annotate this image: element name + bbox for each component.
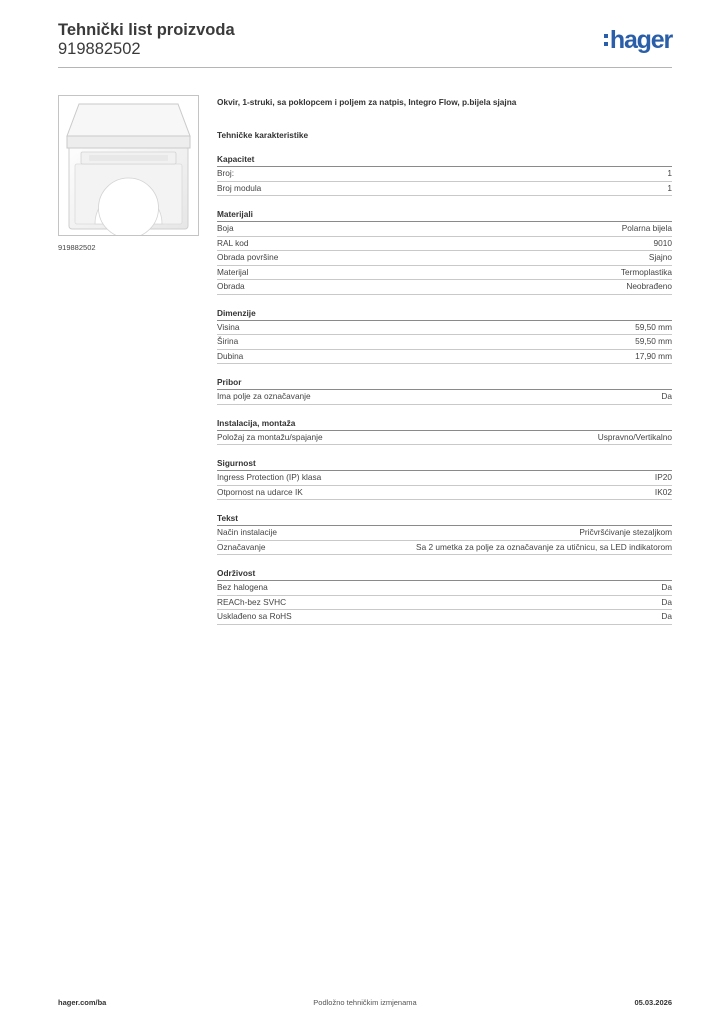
spec-value: Da: [661, 391, 672, 401]
spec-row: [217, 541, 672, 556]
spec-row: [217, 596, 672, 611]
spec-row: [217, 431, 672, 446]
section-title: Pribor: [217, 376, 672, 390]
spec-label: Broj:: [217, 168, 235, 178]
spec-label: REACh-bez SVHC: [217, 596, 287, 607]
spec-row: [217, 350, 672, 365]
spec-value: Da: [661, 582, 672, 592]
spec-label: Otpornost na udarce IK: [217, 486, 303, 497]
spec-label: Širina: [217, 336, 239, 346]
spec-value: Sa 2 umetka za polje za označavanje za utičnicu, sa LED indikatorom: [416, 541, 672, 552]
spec-section: [217, 153, 672, 196]
spec-label: Ingress Protection (IP) klasa: [217, 472, 322, 482]
spec-section: [217, 567, 672, 625]
spec-row: [217, 167, 672, 182]
header-divider: [58, 67, 672, 68]
spec-row: [217, 335, 672, 350]
spec-value: Polarna bijela: [621, 223, 672, 233]
spec-content: [217, 95, 672, 625]
spec-label: Ima polje za označavanje: [217, 391, 311, 401]
section-title: Sigurnost: [217, 457, 672, 471]
spec-value: Neobrađeno: [626, 281, 672, 291]
spec-row: [217, 471, 672, 486]
spec-label: Bez halogena: [217, 582, 268, 592]
spec-label: Obrada: [217, 281, 245, 291]
section-title: Materijali: [217, 208, 672, 222]
spec-row: [217, 581, 672, 596]
logo-text: hager: [609, 25, 672, 54]
spec-section: [217, 307, 672, 365]
spec-value: Da: [661, 596, 672, 607]
product-image: [58, 95, 199, 236]
spec-label: Visina: [217, 321, 240, 332]
spec-value: Pričvršćivanje stezaljkom: [579, 527, 672, 537]
tech-characteristics-title: Tehničke karakteristike: [217, 130, 309, 140]
spec-label: Obrada površine: [217, 252, 279, 262]
logo-dots-icon: [604, 34, 608, 46]
spec-row: [217, 222, 672, 237]
spec-label: Broj modula: [217, 182, 262, 193]
section-title: Dimenzije: [217, 307, 672, 321]
spec-label: Način instalacije: [217, 527, 277, 537]
spec-label: Materijal: [217, 266, 249, 277]
spec-value: Termoplastika: [620, 266, 672, 277]
section-title: Instalacija, montaža: [217, 417, 672, 431]
spec-section: [217, 417, 672, 446]
spec-value: Uspravno/Vertikalno: [597, 431, 672, 442]
spec-row: [217, 237, 672, 252]
hager-logo[interactable]: [604, 26, 672, 54]
frame-product-illustration: [59, 96, 198, 235]
footer-website-link[interactable]: hager.com/ba: [58, 998, 107, 1007]
spec-section: [217, 376, 672, 405]
spec-row: [217, 526, 672, 541]
page-title: Tehnički list proizvoda: [58, 21, 235, 39]
spec-row: [217, 251, 672, 266]
spec-label: Položaj za montažu/spajanje: [217, 431, 323, 442]
spec-value: 59,50 mm: [635, 321, 672, 332]
spec-section: [217, 208, 672, 295]
spec-value: 17,90 mm: [635, 350, 672, 361]
section-title: Tekst: [217, 512, 672, 526]
section-title: Održivost: [217, 567, 672, 581]
page-header: [58, 20, 672, 68]
spec-value: IK02: [654, 486, 672, 497]
spec-row: [217, 266, 672, 281]
product-name: Okvir, 1-struki, sa poklopcem i poljem za natpis, Integro Flow, p.bijela sjajna: [217, 97, 517, 107]
spec-section: [217, 512, 672, 555]
spec-value: 9010: [653, 237, 672, 248]
spec-value: 1: [667, 182, 672, 193]
section-title: Kapacitet: [217, 153, 672, 167]
spec-row: [217, 486, 672, 501]
spec-row: [217, 390, 672, 405]
spec-row: [217, 280, 672, 295]
spec-value: 1: [667, 168, 672, 178]
spec-label: Dubina: [217, 350, 244, 361]
product-number: 919882502: [58, 40, 141, 58]
spec-row: [217, 182, 672, 197]
spec-row: [217, 321, 672, 336]
footer-disclaimer: Podložno tehničkim izmjenama: [313, 998, 417, 1007]
spec-label: RAL kod: [217, 237, 249, 248]
spec-value: 59,50 mm: [635, 336, 672, 346]
spec-sections: [217, 153, 672, 625]
spec-value: Da: [661, 611, 672, 621]
spec-value: Sjajno: [648, 252, 672, 262]
image-caption: 919882502: [58, 243, 96, 252]
spec-value: IP20: [654, 472, 672, 482]
spec-section: [217, 457, 672, 500]
spec-label: Usklađeno sa RoHS: [217, 611, 292, 621]
footer-date: 05.03.2026: [634, 998, 672, 1007]
spec-label: Označavanje: [217, 541, 266, 552]
spec-label: Boja: [217, 223, 234, 233]
spec-row: [217, 610, 672, 625]
